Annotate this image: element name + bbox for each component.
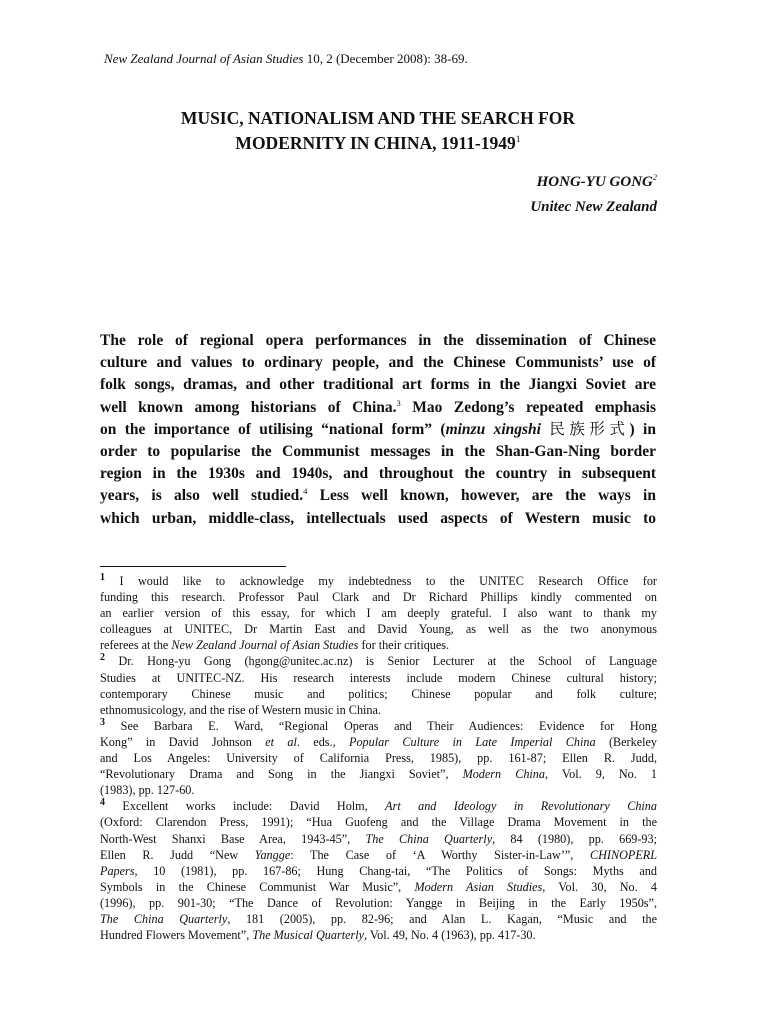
footnote-italic: Modern China: [462, 767, 545, 782]
article-title: [100, 106, 656, 156]
footnote-line: [100, 831, 657, 847]
author-name: HONG-YU GONG: [536, 174, 653, 190]
title-line-1: MUSIC, NATIONALISM AND THE SEARCH FOR: [180, 108, 576, 128]
footnote-text: Symbols in the Chinese Communist War Music”,: [100, 879, 415, 894]
footnote-text: , Vol. 9, No. 1: [545, 767, 657, 782]
footnote-line: [100, 637, 657, 653]
footnote-line: [100, 927, 657, 943]
body-text-run: Mao Zedong’s repeated emphasis: [400, 398, 657, 416]
footnote-line: [100, 911, 657, 927]
footnote-line: (1983), pp. 127-60.: [100, 783, 195, 798]
footnote-text: Kong” in David Johnson: [100, 734, 266, 749]
footnote-italic: Papers: [100, 863, 135, 878]
footnote-line: an earlier version of this essay, for which I am deeply grateful. I also want to thank my: [100, 606, 657, 621]
footnote-text: , 181 (2005), pp. 82-96; and Alan L. Kagan, “Music and the: [227, 911, 657, 926]
footnote-italic: The Musical Quarterly: [252, 928, 365, 943]
title-line-2: [100, 131, 656, 156]
body-line: [100, 485, 656, 507]
footnote-line: (Oxford: Clarendon Press, 1991); “Hua Guofeng and the Village Drama Movement in the: [100, 815, 657, 830]
footnote-line: contemporary Chinese music and politics; Chinese popular and folk culture;: [100, 686, 657, 701]
body-text-run: on the importance of utilising “national form” (: [100, 420, 446, 438]
body-line: [100, 397, 656, 419]
footnote-text: Dr. Hong-yu Gong (hgong@unitec.ac.nz) is Senior Lecturer at the School of Language: [105, 654, 657, 669]
body-text-run: ) in: [629, 420, 656, 438]
footnote-2: [100, 653, 657, 669]
footnote-line: [100, 847, 657, 863]
journal-citation: [104, 50, 468, 68]
footnote-line: [100, 879, 657, 895]
footnote-mark: 4: [100, 797, 105, 809]
footnote-italic: The China Quarterly: [100, 911, 228, 926]
footnote-text: , Vol. 30, No. 4: [542, 879, 657, 894]
footnote-text: I would like to acknowledge my indebtedness to the UNITEC Research Office for: [105, 574, 657, 588]
footnote-text: , 10 (1981), pp. 167-86; Hung Chang-tai, “The Politics of Songs: Myths and: [134, 863, 657, 878]
footnote-ref-1[interactable]: 1: [515, 134, 521, 146]
footnote-text: : The Case of ‘A Worthy Sister-in-Law’”,: [290, 847, 590, 862]
footnote-italic: Modern Asian Studies: [414, 879, 543, 894]
footnote-line: [100, 766, 657, 782]
footnote-italic: Art and Ideology in Revolutionary China: [385, 799, 657, 814]
footnote-text: Hundred Flowers Movement”,: [100, 928, 253, 943]
footnote-4: [100, 798, 657, 814]
journal-name: New Zealand Journal of Asian Studies: [104, 51, 304, 66]
footnote-mark: 2: [100, 652, 105, 664]
footnote-1: [100, 573, 657, 589]
author-affiliation: Unitec New Zealand: [530, 199, 657, 215]
footnote-italic: Popular Culture in Late Imperial China: [349, 734, 596, 749]
footnote-line: and Los Angeles: University of California Press, 1985), pp. 161-87; Ellen R. Judd,: [100, 751, 657, 766]
body-line: region in the 1930s and 1940s, and throughout the country in subsequent: [100, 465, 656, 483]
footnote-line: [100, 863, 657, 879]
footnote-mark: 3: [100, 716, 105, 728]
footnote-text: . eds.,: [296, 734, 350, 749]
title-line-2-text: MODERNITY IN CHINA, 1911-1949: [235, 133, 516, 153]
footnote-ref-4[interactable]: 4: [303, 486, 308, 497]
footnote-text: See Barbara E. Ward, “Regional Operas and Their Audiences: Evidence for Hong: [105, 718, 657, 733]
footnote-line: funding this research. Professor Paul Clark and Dr Richard Phillips kindly commented on: [100, 590, 657, 605]
footnote-text: Ellen R. Judd “New: [100, 847, 255, 862]
body-text-run: Less well known, however, are the ways in: [307, 487, 656, 505]
body-text-run: years, is also well studied.: [100, 487, 304, 505]
footnote-italic: CHINOPERL: [589, 847, 657, 862]
body-line: The role of regional opera performances in the dissemination of Chinese: [100, 332, 656, 349]
footnote-line: [100, 734, 657, 750]
journal-details: 10, 2 (December 2008): 38-69.: [303, 51, 468, 66]
footnote-ref-2[interactable]: 2: [652, 173, 657, 182]
body-line: folk songs, dramas, and other traditional art forms in the Jiangxi Soviet are: [100, 376, 656, 394]
footnote-line: Studies at UNITEC-NZ. His research interests include modern Chinese cultural history;: [100, 670, 657, 685]
footnote-line: (1996), pp. 901-30; “The Dance of Revolution: Yangge in Beijing in the Early 1950s”,: [100, 895, 657, 910]
footnote-italic: Yangge: [254, 847, 291, 862]
footnote-text: (Berkeley: [595, 734, 657, 749]
body-line: [100, 419, 656, 441]
body-line: order to popularise the Communist messages in the Shan-Gan-Ning border: [100, 443, 656, 461]
body-line: which urban, middle-class, intellectuals used aspects of Western music to: [100, 509, 656, 527]
footnote-text: “Revolutionary Drama and Song in the Jiangxi Soviet”,: [100, 767, 463, 782]
body-paragraph: [100, 330, 656, 530]
author-block: [530, 170, 657, 220]
footnote-ref-3[interactable]: 3: [396, 397, 401, 408]
footnote-italic: et al: [265, 734, 297, 749]
footnote-mark: 1: [100, 571, 105, 583]
footnote-text: for their critiques.: [358, 638, 450, 653]
footnote-text: Excellent works include: David Holm,: [105, 799, 386, 814]
footnotes: [100, 573, 657, 943]
footnote-divider: [100, 566, 286, 567]
footnote-text: North-West Shanxi Base Area, 1943-45”,: [100, 831, 366, 846]
footnote-3: [100, 718, 657, 734]
footnote-text: , Vol. 49, No. 4 (1963), pp. 417-30.: [364, 928, 536, 943]
footnote-line: colleagues at UNITEC, Dr Martin East and David Young, as well as the two anonymous: [100, 622, 657, 637]
footnote-line: ethnomusicology, and the rise of Western music in China.: [100, 702, 381, 717]
body-italic-term: minzu xingshi: [445, 420, 541, 438]
body-text-run: well known among historians of China.: [100, 398, 397, 416]
footnote-text: , 84 (1980), pp. 669-93;: [492, 831, 658, 846]
footnote-text: referees at the: [100, 638, 172, 653]
footnote-italic: New Zealand Journal of Asian Studies: [171, 638, 359, 653]
body-chinese-term: 民族形式: [540, 420, 630, 438]
footnote-italic: The China Quarterly: [365, 831, 493, 846]
body-line: culture and values to ordinary people, and the Chinese Communists’ use of: [100, 354, 656, 372]
author-name-line: [530, 170, 657, 195]
